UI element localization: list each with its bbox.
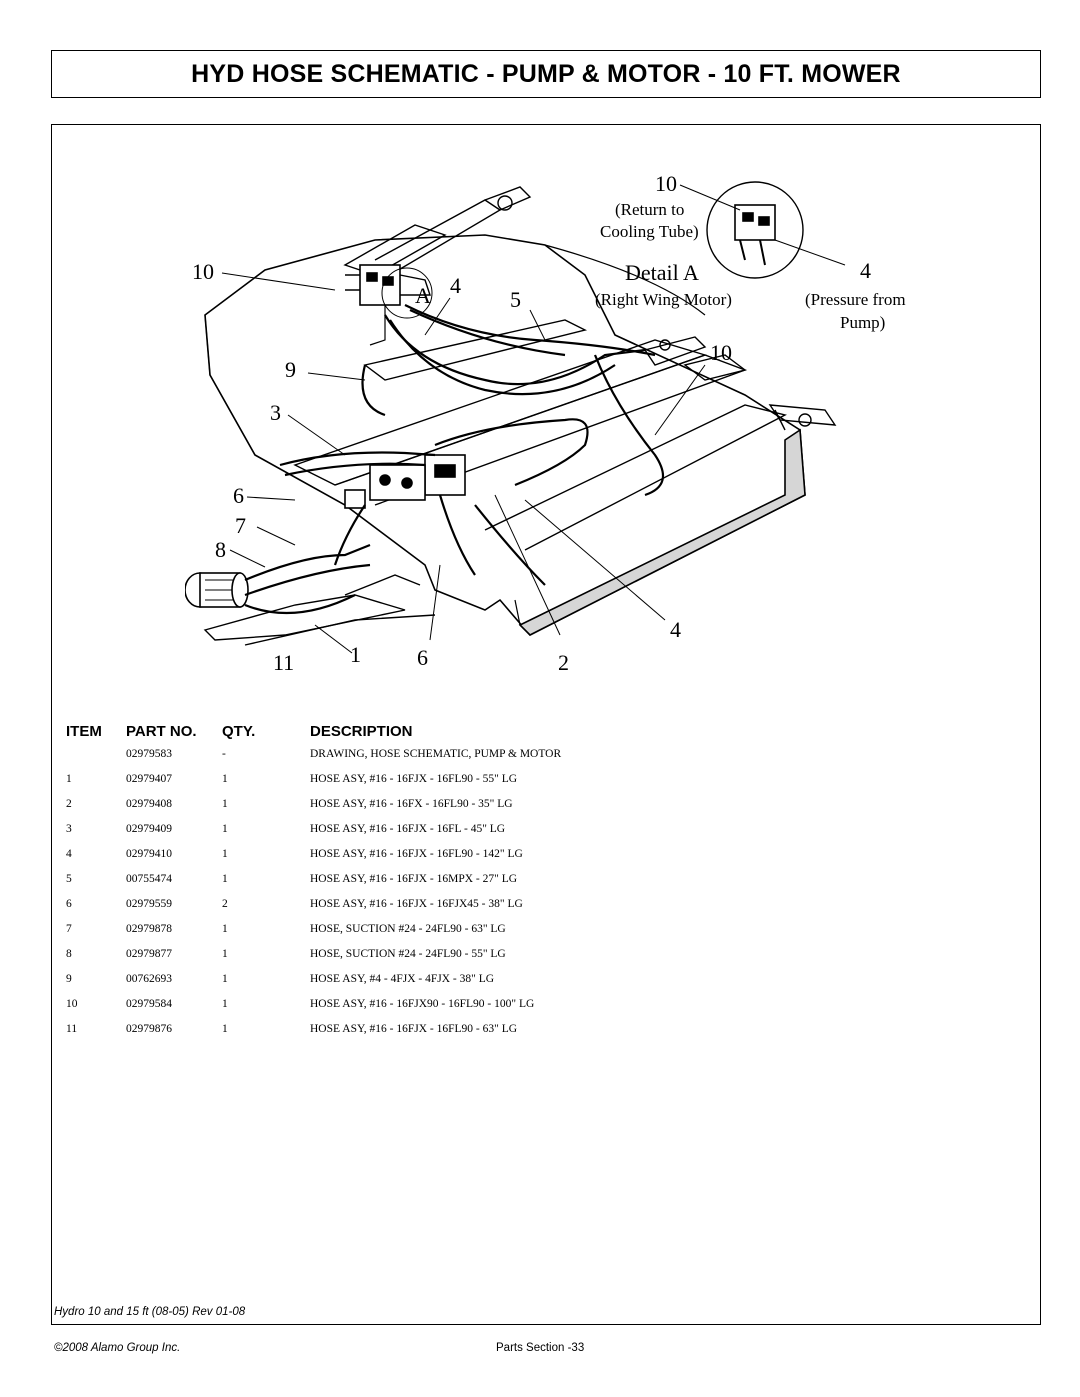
row-qty: 1 — [222, 973, 228, 985]
page-number: Parts Section -33 — [496, 1342, 585, 1354]
row-description: HOSE, SUCTION #24 - 24FL90 - 63" LG — [310, 923, 506, 935]
callout-8: 8 — [215, 537, 226, 562]
row-qty: 1 — [222, 998, 228, 1010]
row-part-no: 02979410 — [126, 848, 172, 860]
row-qty: 1 — [222, 873, 228, 885]
row-qty: 1 — [222, 848, 228, 860]
row-part-no: 02979407 — [126, 773, 172, 785]
table-row — [0, 798, 1080, 818]
row-item: 3 — [66, 823, 72, 835]
callout-2: 2 — [558, 650, 569, 675]
row-description: DRAWING, HOSE SCHEMATIC, PUMP & MOTOR — [310, 748, 562, 760]
header-item: ITEM — [66, 723, 102, 740]
table-row — [0, 923, 1080, 943]
row-qty: 1 — [222, 798, 228, 810]
row-qty: 1 — [222, 923, 228, 935]
row-description: HOSE ASY, #4 - 4FJX - 4FJX - 38" LG — [310, 973, 495, 985]
table-row — [0, 748, 1080, 768]
detail-return-text-1: (Return to — [615, 200, 685, 219]
row-description: HOSE ASY, #16 - 16FJX90 - 16FL90 - 100" LG — [310, 998, 535, 1010]
detail-a-sub: (Right Wing Motor) — [595, 290, 732, 309]
callout-10-right: 10 — [710, 340, 732, 365]
detail-a-label: Detail A — [625, 260, 699, 285]
callout-10-left: 10 — [192, 259, 214, 284]
row-description: HOSE ASY, #16 - 16FX - 16FL90 - 35" LG — [310, 798, 513, 810]
row-description: HOSE, SUCTION #24 - 24FL90 - 55" LG — [310, 948, 506, 960]
row-item: 1 — [66, 773, 72, 785]
detail-pressure-text-1: (Pressure from — [805, 290, 906, 309]
callout-11: 11 — [273, 650, 295, 675]
page-title: HYD HOSE SCHEMATIC - PUMP & MOTOR - 10 FT. MOWER — [191, 59, 901, 88]
callout-3: 3 — [270, 400, 281, 425]
header-qty: QTY. — [222, 723, 256, 740]
table-row — [0, 873, 1080, 893]
table-row — [0, 773, 1080, 793]
row-part-no: 02979878 — [126, 923, 172, 935]
row-item: 2 — [66, 798, 72, 810]
row-part-no: 02979584 — [126, 998, 172, 1010]
document-revision: Hydro 10 and 15 ft (08-05) Rev 01-08 — [54, 1306, 246, 1318]
callout-4-bottom: 4 — [670, 617, 681, 642]
row-description: HOSE ASY, #16 - 16FJX - 16FL90 - 142" LG — [310, 848, 523, 860]
table-row — [0, 973, 1080, 993]
detail-callout-4: 4 — [860, 258, 871, 283]
copyright: ©2008 Alamo Group Inc. — [54, 1342, 181, 1354]
callout-4-top: 4 — [450, 273, 461, 298]
table-row — [0, 848, 1080, 868]
table-row — [0, 1023, 1080, 1043]
row-description: HOSE ASY, #16 - 16FJX - 16FJX45 - 38" LG — [310, 898, 523, 910]
row-part-no: 02979409 — [126, 823, 172, 835]
header-description: DESCRIPTION — [310, 723, 413, 740]
callout-a: A — [415, 283, 431, 308]
row-part-no: 02979408 — [126, 798, 172, 810]
row-item: 7 — [66, 923, 72, 935]
row-item: 8 — [66, 948, 72, 960]
row-qty: 1 — [222, 823, 228, 835]
row-qty: 2 — [222, 898, 228, 910]
row-item: 11 — [66, 1023, 78, 1035]
callout-6-bottom: 6 — [417, 645, 428, 670]
callout-6-left: 6 — [233, 483, 244, 508]
hose-schematic-diagram — [185, 165, 990, 705]
callout-1: 1 — [350, 642, 361, 667]
row-item: 10 — [66, 998, 78, 1010]
row-part-no: 02979876 — [126, 1023, 172, 1035]
callout-5: 5 — [510, 287, 521, 312]
row-part-no: 02979583 — [126, 748, 172, 760]
header-part-no: PART NO. — [126, 723, 197, 740]
pump — [185, 573, 248, 607]
callout-9: 9 — [285, 357, 296, 382]
row-description: HOSE ASY, #16 - 16FJX - 16FL - 45" LG — [310, 823, 506, 835]
table-row — [0, 823, 1080, 843]
table-row — [0, 998, 1080, 1018]
title-box — [51, 50, 1041, 98]
table-row — [0, 948, 1080, 968]
row-qty: 1 — [222, 948, 228, 960]
row-item: 5 — [66, 873, 72, 885]
row-description: HOSE ASY, #16 - 16FJX - 16FL90 - 55" LG — [310, 773, 518, 785]
detail-pressure-text-2: Pump) — [840, 313, 886, 332]
row-qty: - — [222, 748, 226, 760]
row-qty: 1 — [222, 773, 228, 785]
row-item: 4 — [66, 848, 72, 860]
row-item: 9 — [66, 973, 72, 985]
callout-7: 7 — [235, 513, 246, 538]
wing-arm — [645, 337, 835, 430]
table-row — [0, 898, 1080, 918]
row-part-no: 02979559 — [126, 898, 172, 910]
detail-callout-10: 10 — [655, 171, 677, 196]
row-description: HOSE ASY, #16 - 16FJX - 16MPX - 27" LG — [310, 873, 518, 885]
row-part-no: 02979877 — [126, 948, 172, 960]
row-item: 6 — [66, 898, 72, 910]
detail-return-text-2: Cooling Tube) — [600, 222, 699, 241]
row-part-no: 00762693 — [126, 973, 172, 985]
hitch-top — [345, 187, 530, 275]
row-description: HOSE ASY, #16 - 16FJX - 16FL90 - 63" LG — [310, 1023, 518, 1035]
row-part-no: 00755474 — [126, 873, 172, 885]
row-qty: 1 — [222, 1023, 228, 1035]
